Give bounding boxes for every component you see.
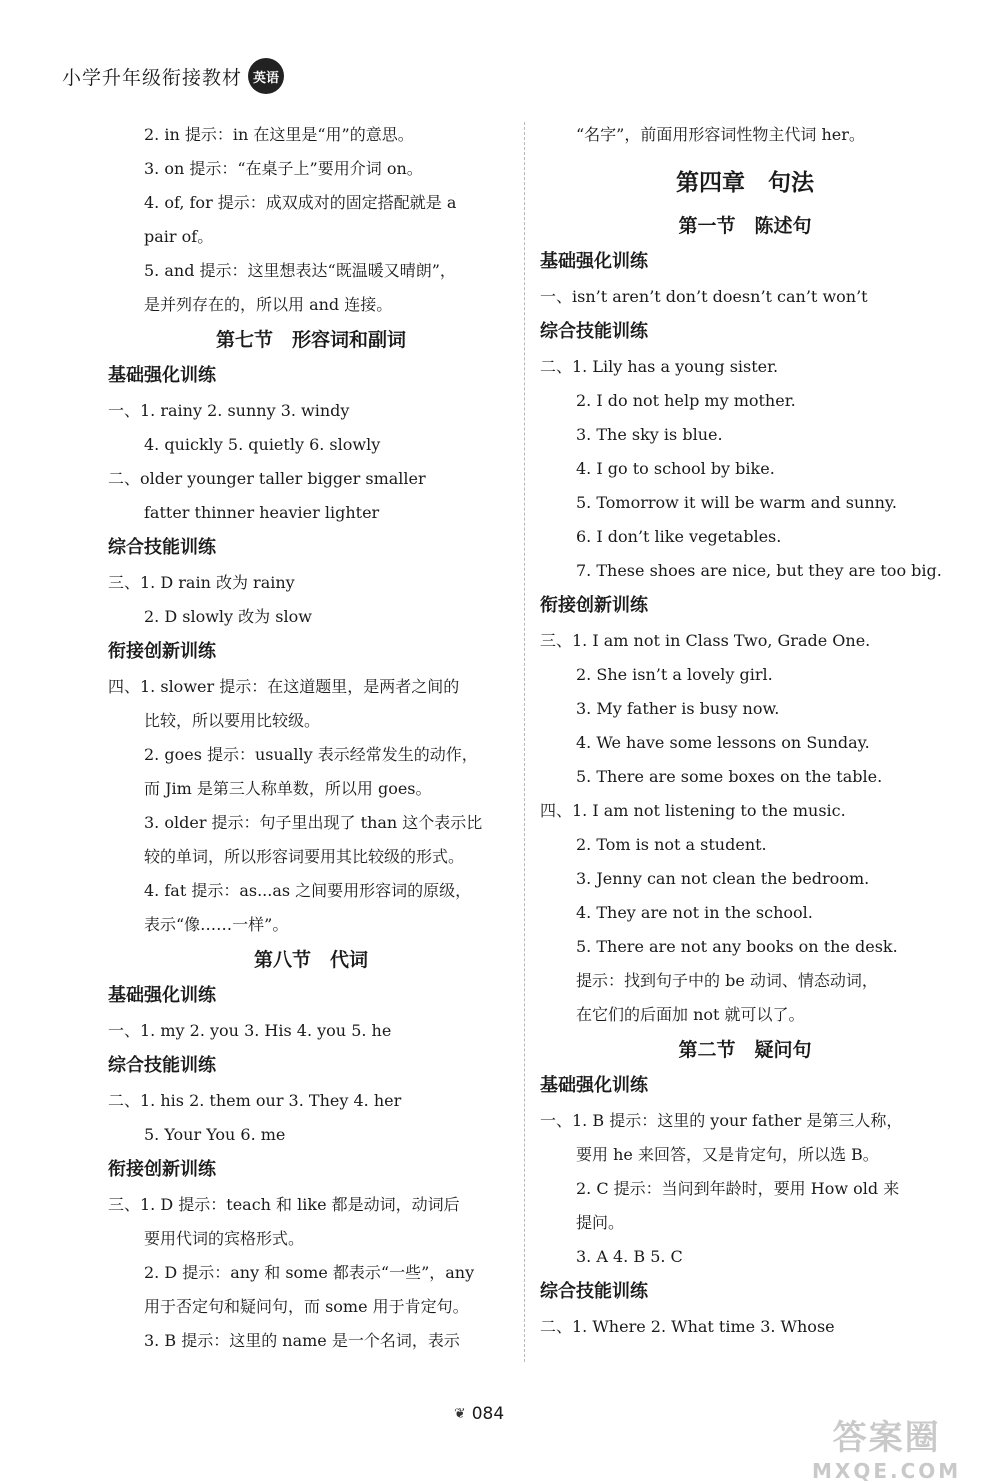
exercise-heading: 基础强化训练 [540,1075,648,1096]
chapter-title: 第四章 句法 [676,170,814,196]
page-number: 084 [471,1404,505,1424]
watermark-bottom: MXQE.COM [812,1459,962,1483]
page-header [62,58,284,94]
answer-line: 3. older 提示：句子里出现了 than 这个表示比 [144,813,483,832]
answer-line: 二、1. his 2. them our 3. They 4. her [108,1091,402,1110]
answer-line: 一、isn’t aren’t don’t doesn’t can’t won’t [540,287,868,306]
answer-line: 二、1. Where 2. What time 3. Whose [540,1317,835,1336]
exercise-heading: 基础强化训练 [108,985,216,1006]
answer-line: 7. These shoes are nice, but they are too big. [576,561,942,580]
answer-line: 3. Jenny can not clean the bedroom. [576,869,870,888]
section-title: 第八节 代词 [253,949,368,971]
answer-line: 在它们的后面加 not 就可以了。 [576,1005,805,1024]
answer-continuation: 较的单词，所以形容词要用其比较级的形式。 [144,847,465,866]
answer-line: 2. I do not help my mother. [576,391,796,410]
answer-continuation: 比较，所以要用比较级。 [144,711,321,730]
answer-line: 二、older younger taller bigger smaller [108,469,426,488]
exercise-heading: 衔接创新训练 [540,595,648,616]
answer-line: 4. fat 提示：as...as 之间要用形容词的原级， [144,881,472,900]
answer-line: 2. Tom is not a student. [576,835,767,854]
answer-line: 5. Tomorrow it will be warm and sunny. [576,493,897,512]
answer-line: 一、1. B 提示：这里的 your father 是第三人称， [540,1111,903,1130]
answer-line: 2. D 提示：any 和 some 都表示“一些”，any [144,1263,475,1282]
exercise-heading: 衔接创新训练 [108,641,216,662]
right-column [540,118,950,1344]
watermark [812,1410,961,1483]
answer-line: 2. in 提示：in 在这里是“用”的意思。 [144,125,414,144]
answer-continuation: pair of。 [144,227,214,246]
answer-line: 5. Your You 6. me [144,1125,286,1144]
answer-line: 4. of, for 提示：成双成对的固定搭配就是 a [144,193,457,212]
answer-line: 一、1. my 2. you 3. His 4. you 5. he [108,1021,392,1040]
answer-continuation: 要用 he 来回答，又是肯定句，所以选 B。 [576,1145,879,1164]
exercise-heading: 衔接创新训练 [108,1159,216,1180]
answer-line: 6. I don’t like vegetables. [576,527,782,546]
exercise-heading: 综合技能训练 [108,537,216,558]
answer-line: 提示：找到句子中的 be 动词、情态动词， [576,971,878,990]
answer-line: 三、1. D rain 改为 rainy [108,573,295,592]
watermark-top: 答案圈 [832,1418,941,1458]
exercise-heading: 基础强化训练 [540,251,648,272]
answer-line: 3. A 4. B 5. C [576,1247,683,1266]
answer-line: 4. They are not in the school. [576,903,813,922]
answer-line: 4. quickly 5. quietly 6. slowly [144,435,381,454]
book-title: 小学升年级衔接教材 [62,66,243,89]
answer-line: 二、1. Lily has a young sister. [540,357,779,376]
answer-continuation: 提问。 [576,1213,625,1232]
exercise-heading: 综合技能训练 [540,321,648,342]
answer-line: 3. The sky is blue. [576,425,723,444]
exercise-heading: 综合技能训练 [540,1281,648,1302]
column-divider [524,122,525,1362]
answer-line: 4. I go to school by bike. [576,459,775,478]
answer-continuation: 要用代词的宾格形式。 [144,1229,305,1248]
answer-line: 三、1. I am not in Class Two, Grade One. [540,631,871,650]
exercise-heading: 综合技能训练 [108,1055,216,1076]
answer-line: 四、1. slower 提示：在这道题里，是两者之间的 [108,677,460,696]
answer-line: 3. on 提示：“在桌子上”要用介词 on。 [144,159,423,178]
answer-line: 2. D slowly 改为 slow [144,607,312,626]
section-title: 第二节 疑问句 [678,1039,812,1061]
answer-line: 5. There are some boxes on the table. [576,767,883,786]
answer-line: 2. C 提示：当问到年龄时，要用 How old 来 [576,1179,900,1198]
answer-line: 四、1. I am not listening to the music. [540,801,846,820]
answer-continuation: 是并列存在的，所以用 and 连接。 [144,295,393,314]
answer-line: 5. There are not any books on the desk. [576,937,898,956]
answer-line: 2. She isn’t a lovely girl. [576,665,773,684]
answer-line: 一、1. rainy 2. sunny 3. windy [108,401,350,420]
left-column [108,118,514,1358]
page-footer [454,1404,504,1424]
answer-line: “名字”，前面用形容词性物主代词 her。 [576,125,865,144]
bird-icon: ❦ [454,1406,466,1422]
section-title: 第一节 陈述句 [678,215,812,237]
answer-line: 5. and 提示：这里想表达“既温暖又晴朗”， [144,261,456,280]
answer-line: fatter thinner heavier lighter [144,503,380,522]
answer-line: 2. goes 提示：usually 表示经常发生的动作， [144,745,478,764]
answer-continuation: 用于否定句和疑问句，而 some 用于肯定句。 [144,1297,469,1316]
section-title: 第七节 形容词和副词 [215,329,406,351]
subject-badge: 英语 [248,58,284,94]
answer-line: 3. B 提示：这里的 name 是一个名词，表示 [144,1331,460,1350]
answer-line: 三、1. D 提示：teach 和 like 都是动词，动词后 [108,1195,460,1214]
answer-line: 4. We have some lessons on Sunday. [576,733,870,752]
answer-line: 3. My father is busy now. [576,699,780,718]
answer-continuation: 表示“像……一样”。 [144,915,289,934]
answer-continuation: 而 Jim 是第三人称单数，所以用 goes。 [144,779,432,798]
exercise-heading: 基础强化训练 [108,365,216,386]
